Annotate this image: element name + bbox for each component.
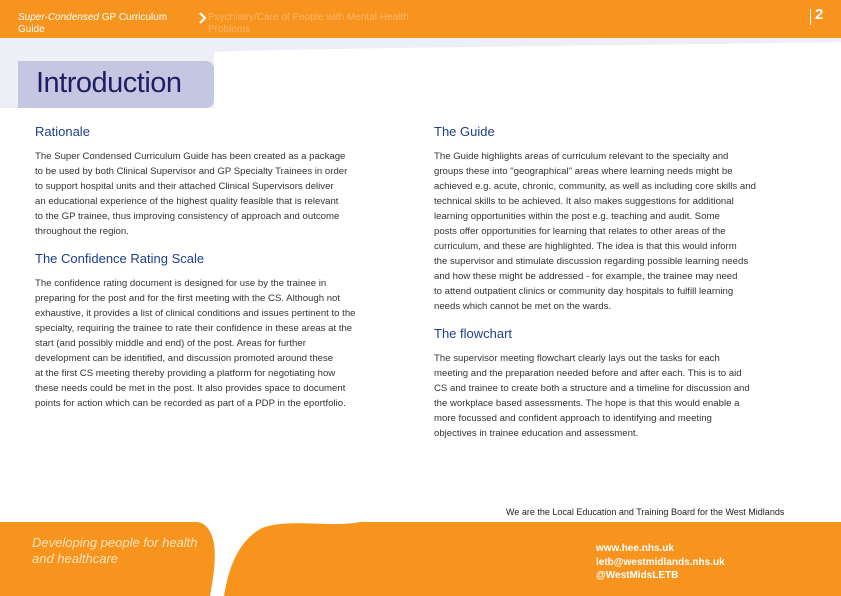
header-divider xyxy=(810,9,811,25)
guide-heading: The Guide xyxy=(434,124,495,139)
flowchart-body: The supervisor meeting flowchart clearly lays out the tasks for each meeting and the preparation needed before and after each. This is to aid CS and trainee to create both a structure and a timeline for discussion and the workplace based assessments. The hope is that this would enable a more focussed and confident approach to identifying and meeting objectives in trainee education and assessment. xyxy=(434,353,750,439)
rationale-heading: Rationale xyxy=(35,124,90,139)
website-link[interactable]: www.hee.nhs.uk xyxy=(596,543,674,554)
twitter-link[interactable]: @WestMidsLETB xyxy=(596,570,679,581)
email-link[interactable]: letb@westmidlands.nhs.uk xyxy=(596,556,725,568)
page-number: 2 xyxy=(815,6,824,23)
footer-contact xyxy=(596,542,816,583)
guide-title-rest: GP Curriculum Guide xyxy=(18,12,168,35)
section-gap xyxy=(35,239,407,251)
page-title: Introduction xyxy=(36,67,182,99)
breadcrumb[interactable]: Psychiatry/Care of People with Mental Health Problems xyxy=(208,12,409,35)
footer-slogan: Developing people for health and healthcare xyxy=(32,535,198,566)
chevron-right-icon xyxy=(198,12,207,24)
flowchart-heading: The flowchart xyxy=(434,326,513,341)
guide-title-italic: Super-Condensed xyxy=(18,12,99,23)
left-column xyxy=(35,124,407,411)
rationale-body: The Super Condensed Curriculum Guide has been created as a package to be used by both Clinical Supervisor and GP Specialty Trainees in order to support hospital units and their attached Clinical Supervisors deliver an educational experience of the highest quality feasible that is relevant to the GP trainee, thus improving consistency of approach and outcome throughout the region. xyxy=(35,151,348,237)
confidence-body: The confidence rating document is designed for use by the trainee in preparing for the post and for the first meeting with the CS. Although not exhaustive, it provides a list of clinical conditions and issues pertinent to the specialty, requiring the trainee to rate their confidence in these areas at the start (and possibly middle and end) of the post. Areas for further development can be identified, and discussion promoted around these at the first CS meeting thereby providing a platform for negotiating how these needs could be met in the post. It also provides space to document points for action which can be recorded as part of a PDP in the eportfolio. xyxy=(35,278,356,409)
right-column xyxy=(434,124,806,441)
confidence-heading: The Confidence Rating Scale xyxy=(35,251,205,266)
tagline: We are the Local Education and Training Board for the West Midlands xyxy=(506,507,785,517)
guide-title xyxy=(18,12,188,36)
section-gap xyxy=(434,314,806,326)
guide-body: The Guide highlights areas of curriculum relevant to the specialty and groups these into "geographical" areas where learning needs might be achieved e.g. acute, chronic, community, as well as including core skills and technical skills to be achieved. It also makes suggestions for additional learning opportunities within the post e.g. teaching and audit. Some posts offer opportunities for learning that relates to other areas of the curriculum, and these are highlighted. The idea is that this would inform the supervisor and stimulate discussion regarding possible learning needs and how these might be addressed - for example, the trainee may need to attend outpatient clinics or community day hospitals to fulfill learning needs which cannot be met on the wards. xyxy=(434,151,756,312)
